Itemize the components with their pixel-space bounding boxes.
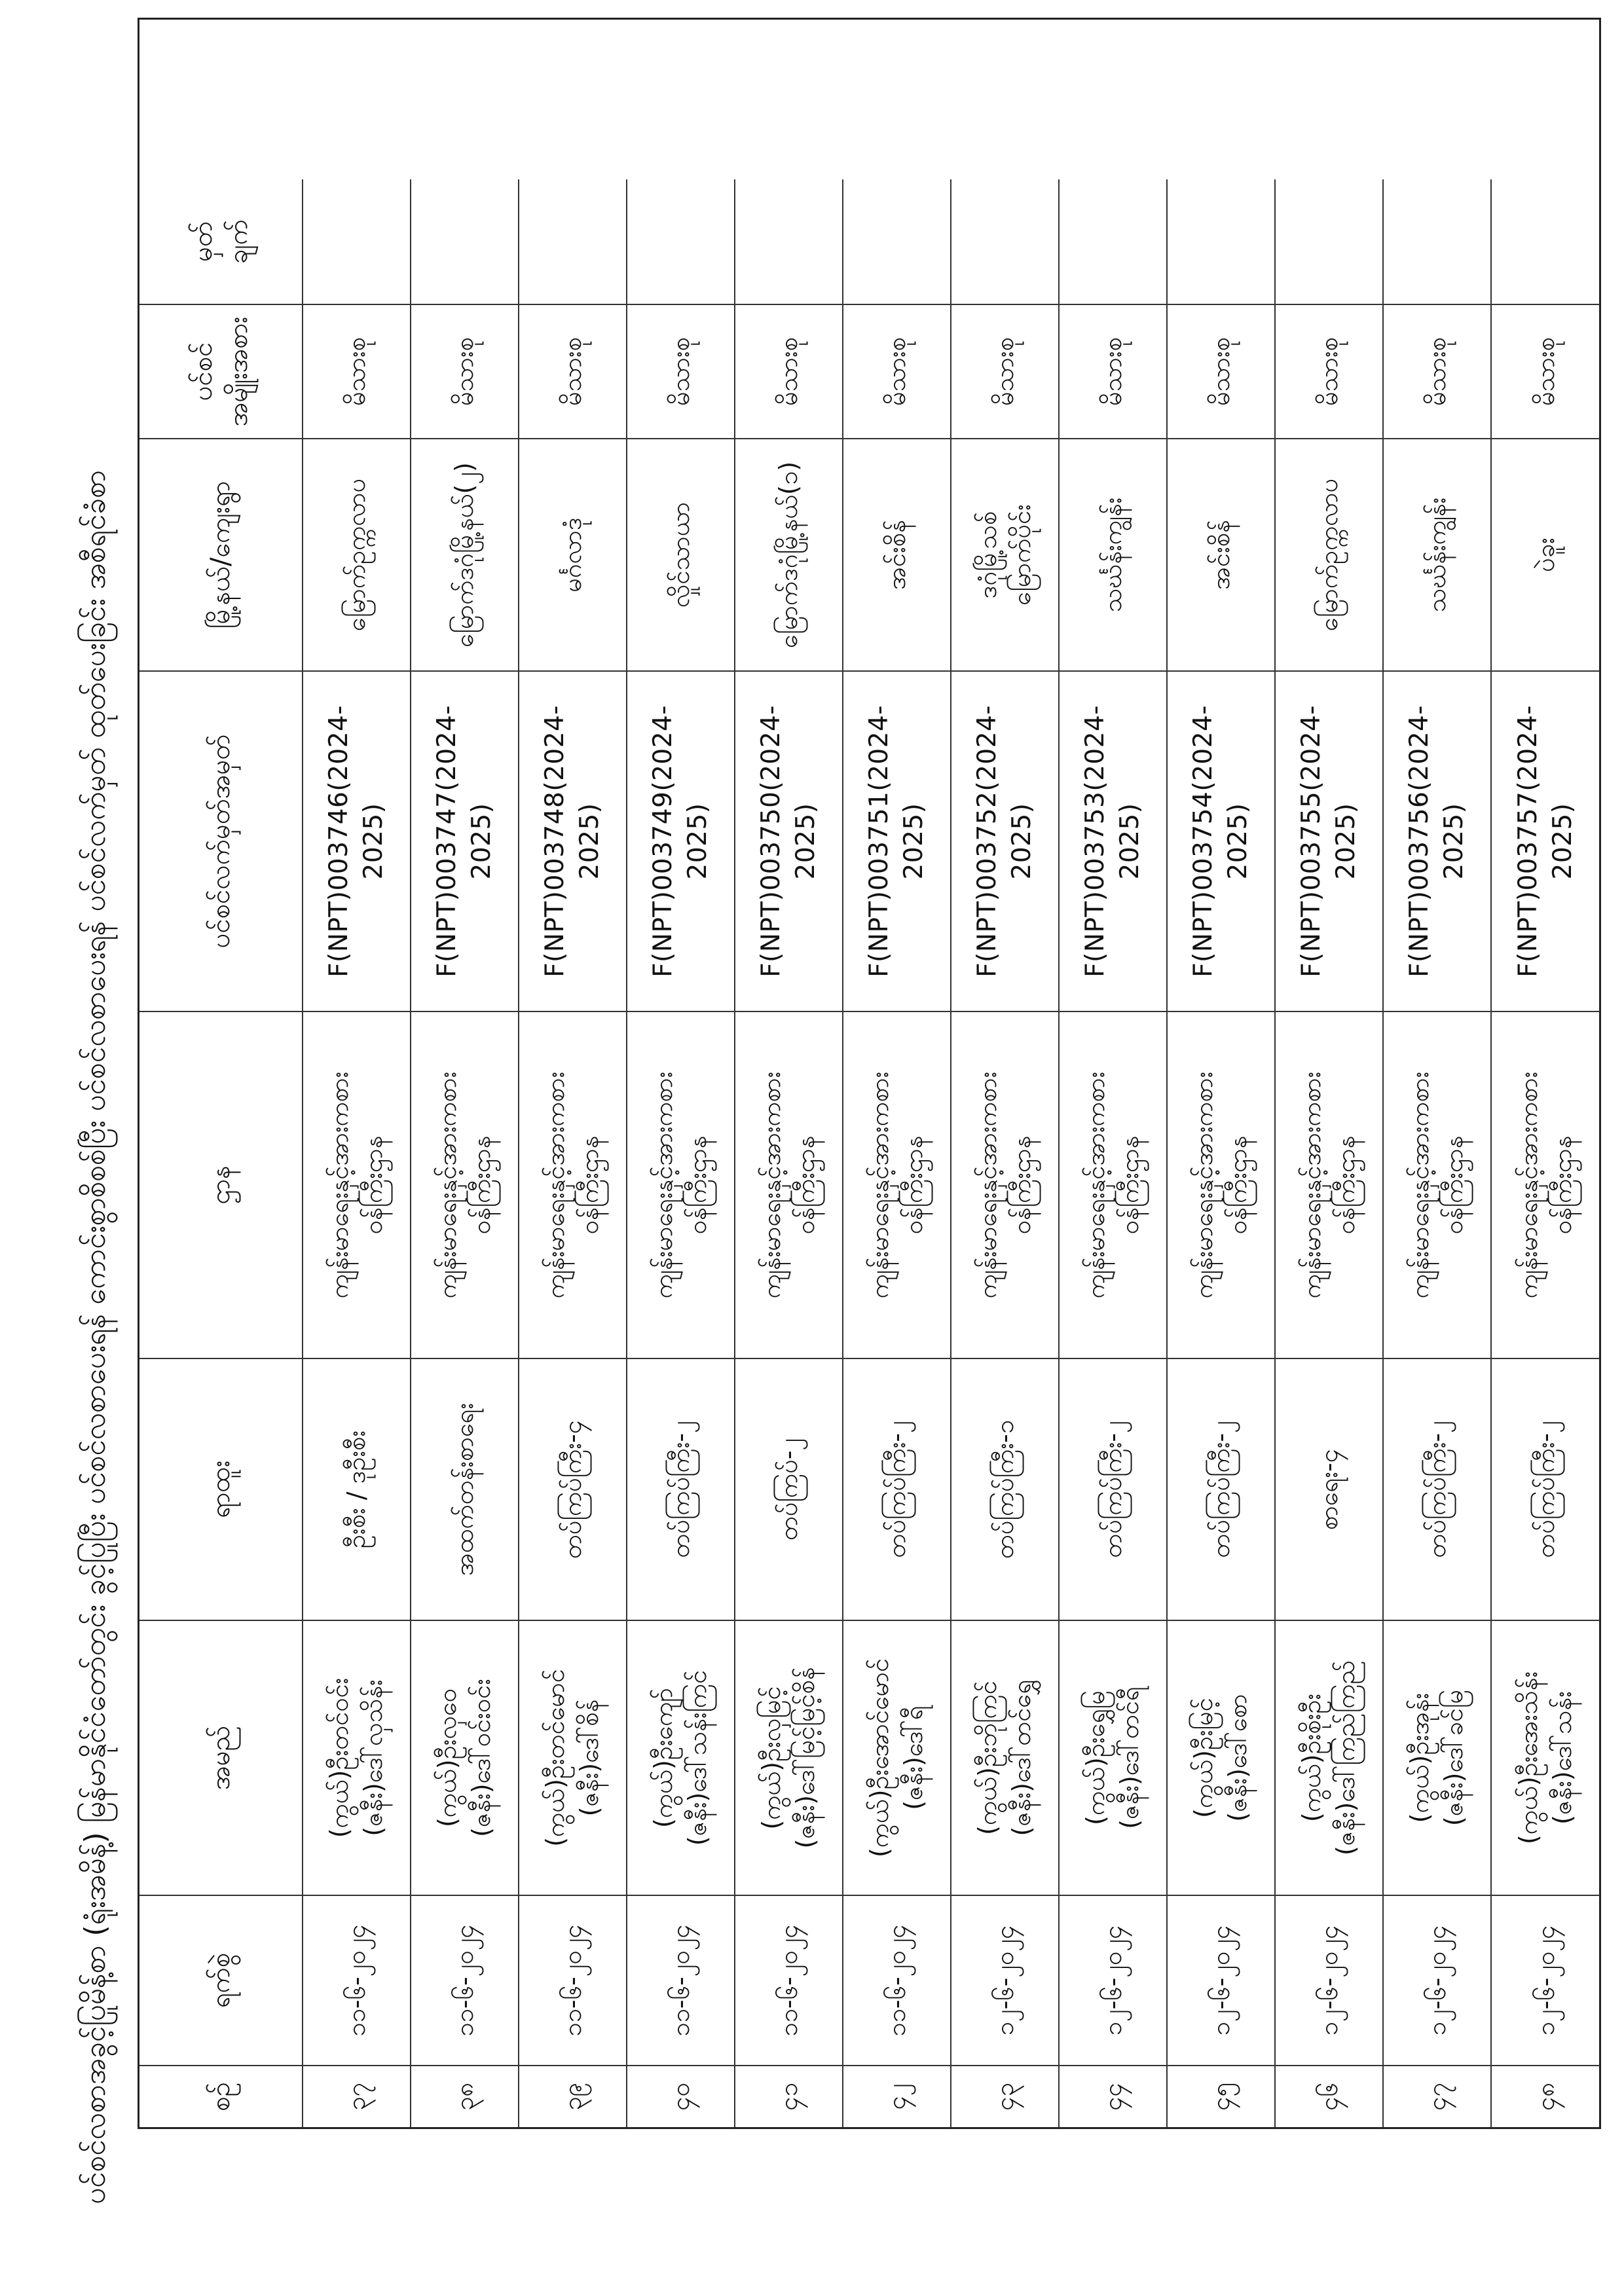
row-remark — [1168, 179, 1276, 304]
row-dept: ကျန်းမာရေးနှင့်အားကစား ဝန်ကြီးဌာန — [627, 1011, 735, 1358]
row-license: F(NPT)003751(2024-2025) — [843, 670, 951, 1011]
row-license: F(NPT)003757(2024-2025) — [1492, 670, 1600, 1011]
row-remark — [1060, 179, 1168, 304]
row-license: F(NPT)003754(2024-2025) — [1168, 670, 1276, 1011]
row-remark — [303, 179, 411, 304]
row-type: မိသားစု — [1276, 304, 1384, 438]
row-license: F(NPT)003752(2024-2025) — [951, 670, 1060, 1011]
row-dept: ကျန်းမာရေးနှင့်အားကစား ဝန်ကြီးဌာန — [303, 1011, 411, 1358]
row-township: မြောက်ဒဂုံမြို့နယ်(၂) — [411, 438, 519, 670]
header-license: ပင်စင်လက်မှတ်အမှတ် — [139, 670, 303, 1011]
row-name: (ကွယ်)ဦးကျော် (ဇနီး)ဒေါ်သန်းကြင် — [627, 1620, 735, 1895]
header-no: စဉ် — [139, 2065, 303, 2127]
row-no: ၄၄ — [1060, 2065, 1168, 2127]
row-post: အထက်တန်းစာရေး — [411, 1358, 519, 1620]
row-license: F(NPT)003747(2024-2025) — [411, 670, 519, 1011]
row-no: ၃၈ — [411, 2065, 519, 2127]
row-township: အင်းစိန် — [1168, 438, 1276, 670]
row-dept: ကျန်းမာရေးနှင့်အားကစား ဝန်ကြီးဌာန — [843, 1011, 951, 1358]
row-post: စာရေး-၄ — [1276, 1358, 1384, 1620]
header-post: ရာထူး — [139, 1358, 303, 1620]
row-name: (ကွယ်)ဦးတင်မောင် (ဇနီး)ဒေါ်စိန် — [519, 1620, 627, 1895]
row-name: (ကွယ်)ဦးစိုးဦး (ဇနီး)ဒေါ်ကြည်ကြည် — [1276, 1620, 1384, 1895]
row-name: (ကွယ်)ဦးမြင့် (ဇနီး)ဒေါ်စော — [1168, 1620, 1276, 1895]
row-no: ၄၅ — [1168, 2065, 1276, 2127]
row-name: (ကွယ်)ဦးလှမြင့် (ဇနီး)ဒေါ်မြင့်မြင့်စိန် — [735, 1620, 843, 1895]
row-post: တပ်ကြပ်ကြီး-၂ — [843, 1358, 951, 1620]
row-township: သင်္ဃန်းကျွန်း — [1384, 438, 1492, 670]
row-remark — [951, 179, 1060, 304]
row-township: ဒဂုံမြို့သစ် မြောက်ပိုင်း — [951, 438, 1060, 670]
pension-table — [138, 18, 1601, 2129]
row-remark — [1492, 179, 1600, 304]
row-dept: ကျန်းမာရေးနှင့်အားကစား ဝန်ကြီးဌာန — [1492, 1011, 1600, 1358]
row-name: (ကွယ်)ဦးရွှေမြ (ဇနီး)ဒေါ်တင်ရီ — [1060, 1620, 1168, 1895]
row-dept: ကျန်းမာရေးနှင့်အားကစား ဝန်ကြီးဌာန — [519, 1011, 627, 1358]
row-post: တပ်ကြပ်ကြီး-၂ — [1060, 1358, 1168, 1620]
row-township: မြောက်ဥက္ကလာပ — [1276, 438, 1384, 670]
row-date: ၁၁-၆-၂၀၂၄ — [303, 1895, 411, 2065]
header-name: အမည် — [139, 1620, 303, 1895]
row-license: F(NPT)003750(2024-2025) — [735, 670, 843, 1011]
row-dept: ကျန်းမာရေးနှင့်အားကစား ဝန်ကြီးဌာန — [951, 1011, 1060, 1358]
row-dept: ကျန်းမာရေးနှင့်အားကစား ဝန်ကြီးဌာန — [1276, 1011, 1384, 1358]
row-type: မိသားစု — [411, 304, 519, 438]
row-date: ၁၁-၆-၂၀၂၄ — [411, 1895, 519, 2065]
row-remark — [1384, 179, 1492, 304]
row-date: ၁၁-၆-၂၀၂၄ — [627, 1895, 735, 2065]
row-no: ၃၇ — [303, 2065, 411, 2127]
row-post: တပ်ကြပ်ကြီး-၄ — [519, 1358, 627, 1620]
row-dept: ကျန်းမာရေးနှင့်အားကစား ဝန်ကြီးဌာန — [735, 1011, 843, 1358]
row-post: တပ်ကြပ်ကြီး-၂ — [627, 1358, 735, 1620]
row-license: F(NPT)003755(2024-2025) — [1276, 670, 1384, 1011]
row-type: မိသားစု — [735, 304, 843, 438]
row-license: F(NPT)003748(2024-2025) — [519, 670, 627, 1011]
row-dept: ကျန်းမာရေးနှင့်အားကစား ဝန်ကြီးဌာန — [1384, 1011, 1492, 1358]
row-name: (ကွယ်)ဦးအေးသိန်း (ဇနီး)ဒေါ်သန်း — [1492, 1620, 1600, 1895]
row-date: ၁၂-၆-၂၀၂၄ — [1168, 1895, 1276, 2065]
row-no: ၄၃ — [951, 2065, 1060, 2127]
row-type: မိသားစု — [843, 304, 951, 438]
row-date: ၁၁-၆-၂၀၂၄ — [519, 1895, 627, 2065]
row-post: တပ်ကြပ်ကြီး-၂ — [1384, 1358, 1492, 1620]
row-township: အင်းစိန် — [843, 438, 951, 670]
row-remark — [519, 179, 627, 304]
row-type: မိသားစု — [519, 304, 627, 438]
row-type: မိသားစု — [1060, 304, 1168, 438]
row-no: ၄၈ — [1492, 2065, 1600, 2127]
row-name: (ကွယ်)ဦးဘိုကြင် (ဇနီး)ဒေါ်တင်ရွှေ — [951, 1620, 1060, 1895]
header-remark: မှတ် ချက် — [139, 179, 303, 304]
row-type: မိသားစု — [627, 304, 735, 438]
row-post: တပ်ကြပ်ကြီး-၂ — [1492, 1358, 1600, 1620]
row-remark — [627, 179, 735, 304]
row-township: လှိုင်သာယာ — [627, 438, 735, 670]
row-remark — [1276, 179, 1384, 304]
page-title: ပင်စင်လစာအခွင့်ပြုမိန့်စာ (ရုံးအမိန့်) မြန်မာနိုင်ငံတော်တွင်း ခွင့်ပြုပြီး ပင်စင်လစာပေးရန် ကောင်းစွာစိစစ်ပြီး ပင်စင်လစာပေးရန် ပင်စင်လက်မှတ် ထုတ်ပေးခြင်း အစီရင်ခံစာ — [79, 470, 112, 2204]
row-post: တပ်ကြပ်ကြီး-၁ — [951, 1358, 1060, 1620]
row-remark — [735, 179, 843, 304]
row-remark — [411, 179, 519, 304]
header-date: ရက်စွဲ — [139, 1895, 303, 2065]
header-type: ပင်စင် အမျိုးအစား — [139, 304, 303, 438]
row-license: F(NPT)003756(2024-2025) — [1384, 670, 1492, 1011]
row-type: မိသားစု — [303, 304, 411, 438]
row-dept: ကျန်းမာရေးနှင့်အားကစား ဝန်ကြီးဌာန — [411, 1011, 519, 1358]
row-name: (ကွယ်)ဦးအုန်း (ဇနီး)ဒေါ်ခင်မြ — [1384, 1620, 1492, 1895]
header-township: မြို့နယ်/ကျေးရွာ — [139, 438, 303, 670]
row-dept: ကျန်းမာရေးနှင့်အားကစား ဝန်ကြီးဌာန — [1060, 1011, 1168, 1358]
row-township: မြောက်ဥက္ကလာပ — [303, 438, 411, 670]
row-name: (ကွယ်)ဦးလှဝေ (ဇနီး)ဒေါ်ဝင်းဝင်း — [411, 1620, 519, 1895]
row-type: မိသားစု — [1168, 304, 1276, 438]
row-township: မင်္ဂလာဒုံ — [519, 438, 627, 670]
row-township: မြောက်ဒဂုံမြို့နယ်(၁) — [735, 438, 843, 670]
row-name: (ကွယ်)ဦးအောင်မောင် (ဇနီး)ဒေါ်ရီ — [843, 1620, 951, 1895]
row-license: F(NPT)003753(2024-2025) — [1060, 670, 1168, 1011]
row-post: တပ်ကြပ်-၂ — [735, 1358, 843, 1620]
row-date: ၁၂-၆-၂၀၂၄ — [1492, 1895, 1600, 2065]
row-remark — [843, 179, 951, 304]
row-no: ၄၀ — [627, 2065, 735, 2127]
row-date: ၁၂-၆-၂၀၂၄ — [1060, 1895, 1168, 2065]
row-no: ၄၂ — [843, 2065, 951, 2127]
row-no: ၄၁ — [735, 2065, 843, 2127]
row-name: (ကွယ်)ဦးတင်ဝင်း (ဇနီး)ဒေါ်လှသိန်း — [303, 1620, 411, 1895]
row-license: F(NPT)003746(2024-2025) — [303, 670, 411, 1011]
row-no: ၄၆ — [1276, 2065, 1384, 2127]
row-dept: ကျန်းမာရေးနှင့်အားကစား ဝန်ကြီးဌာန — [1168, 1011, 1276, 1358]
row-type: မိသားစု — [1384, 304, 1492, 438]
row-type: မိသားစု — [1492, 304, 1600, 438]
row-post: တပ်ကြပ်ကြီး-၂ — [1168, 1358, 1276, 1620]
row-date: ၁၂-၆-၂၀၂၄ — [951, 1895, 1060, 2065]
row-license: F(NPT)003749(2024-2025) — [627, 670, 735, 1011]
row-date: ၁၁-၆-၂၀၂၄ — [843, 1895, 951, 2065]
row-township: ပဲခူး — [1492, 438, 1600, 670]
row-no: ၄၇ — [1384, 2065, 1492, 2127]
row-date: ၁၁-၆-၂၀၂၄ — [735, 1895, 843, 2065]
row-date: ၁၂-၆-၂၀၂၄ — [1276, 1895, 1384, 2065]
row-type: မိသားစု — [951, 304, 1060, 438]
row-no: ၃၉ — [519, 2065, 627, 2127]
row-date: ၁၂-၆-၂၀၂၄ — [1384, 1895, 1492, 2065]
row-post: ဦးစီး / ဒုဦးစီး — [303, 1358, 411, 1620]
row-township: သင်္ဃန်းကျွန်း — [1060, 438, 1168, 670]
header-dept: ဌာန — [139, 1011, 303, 1358]
